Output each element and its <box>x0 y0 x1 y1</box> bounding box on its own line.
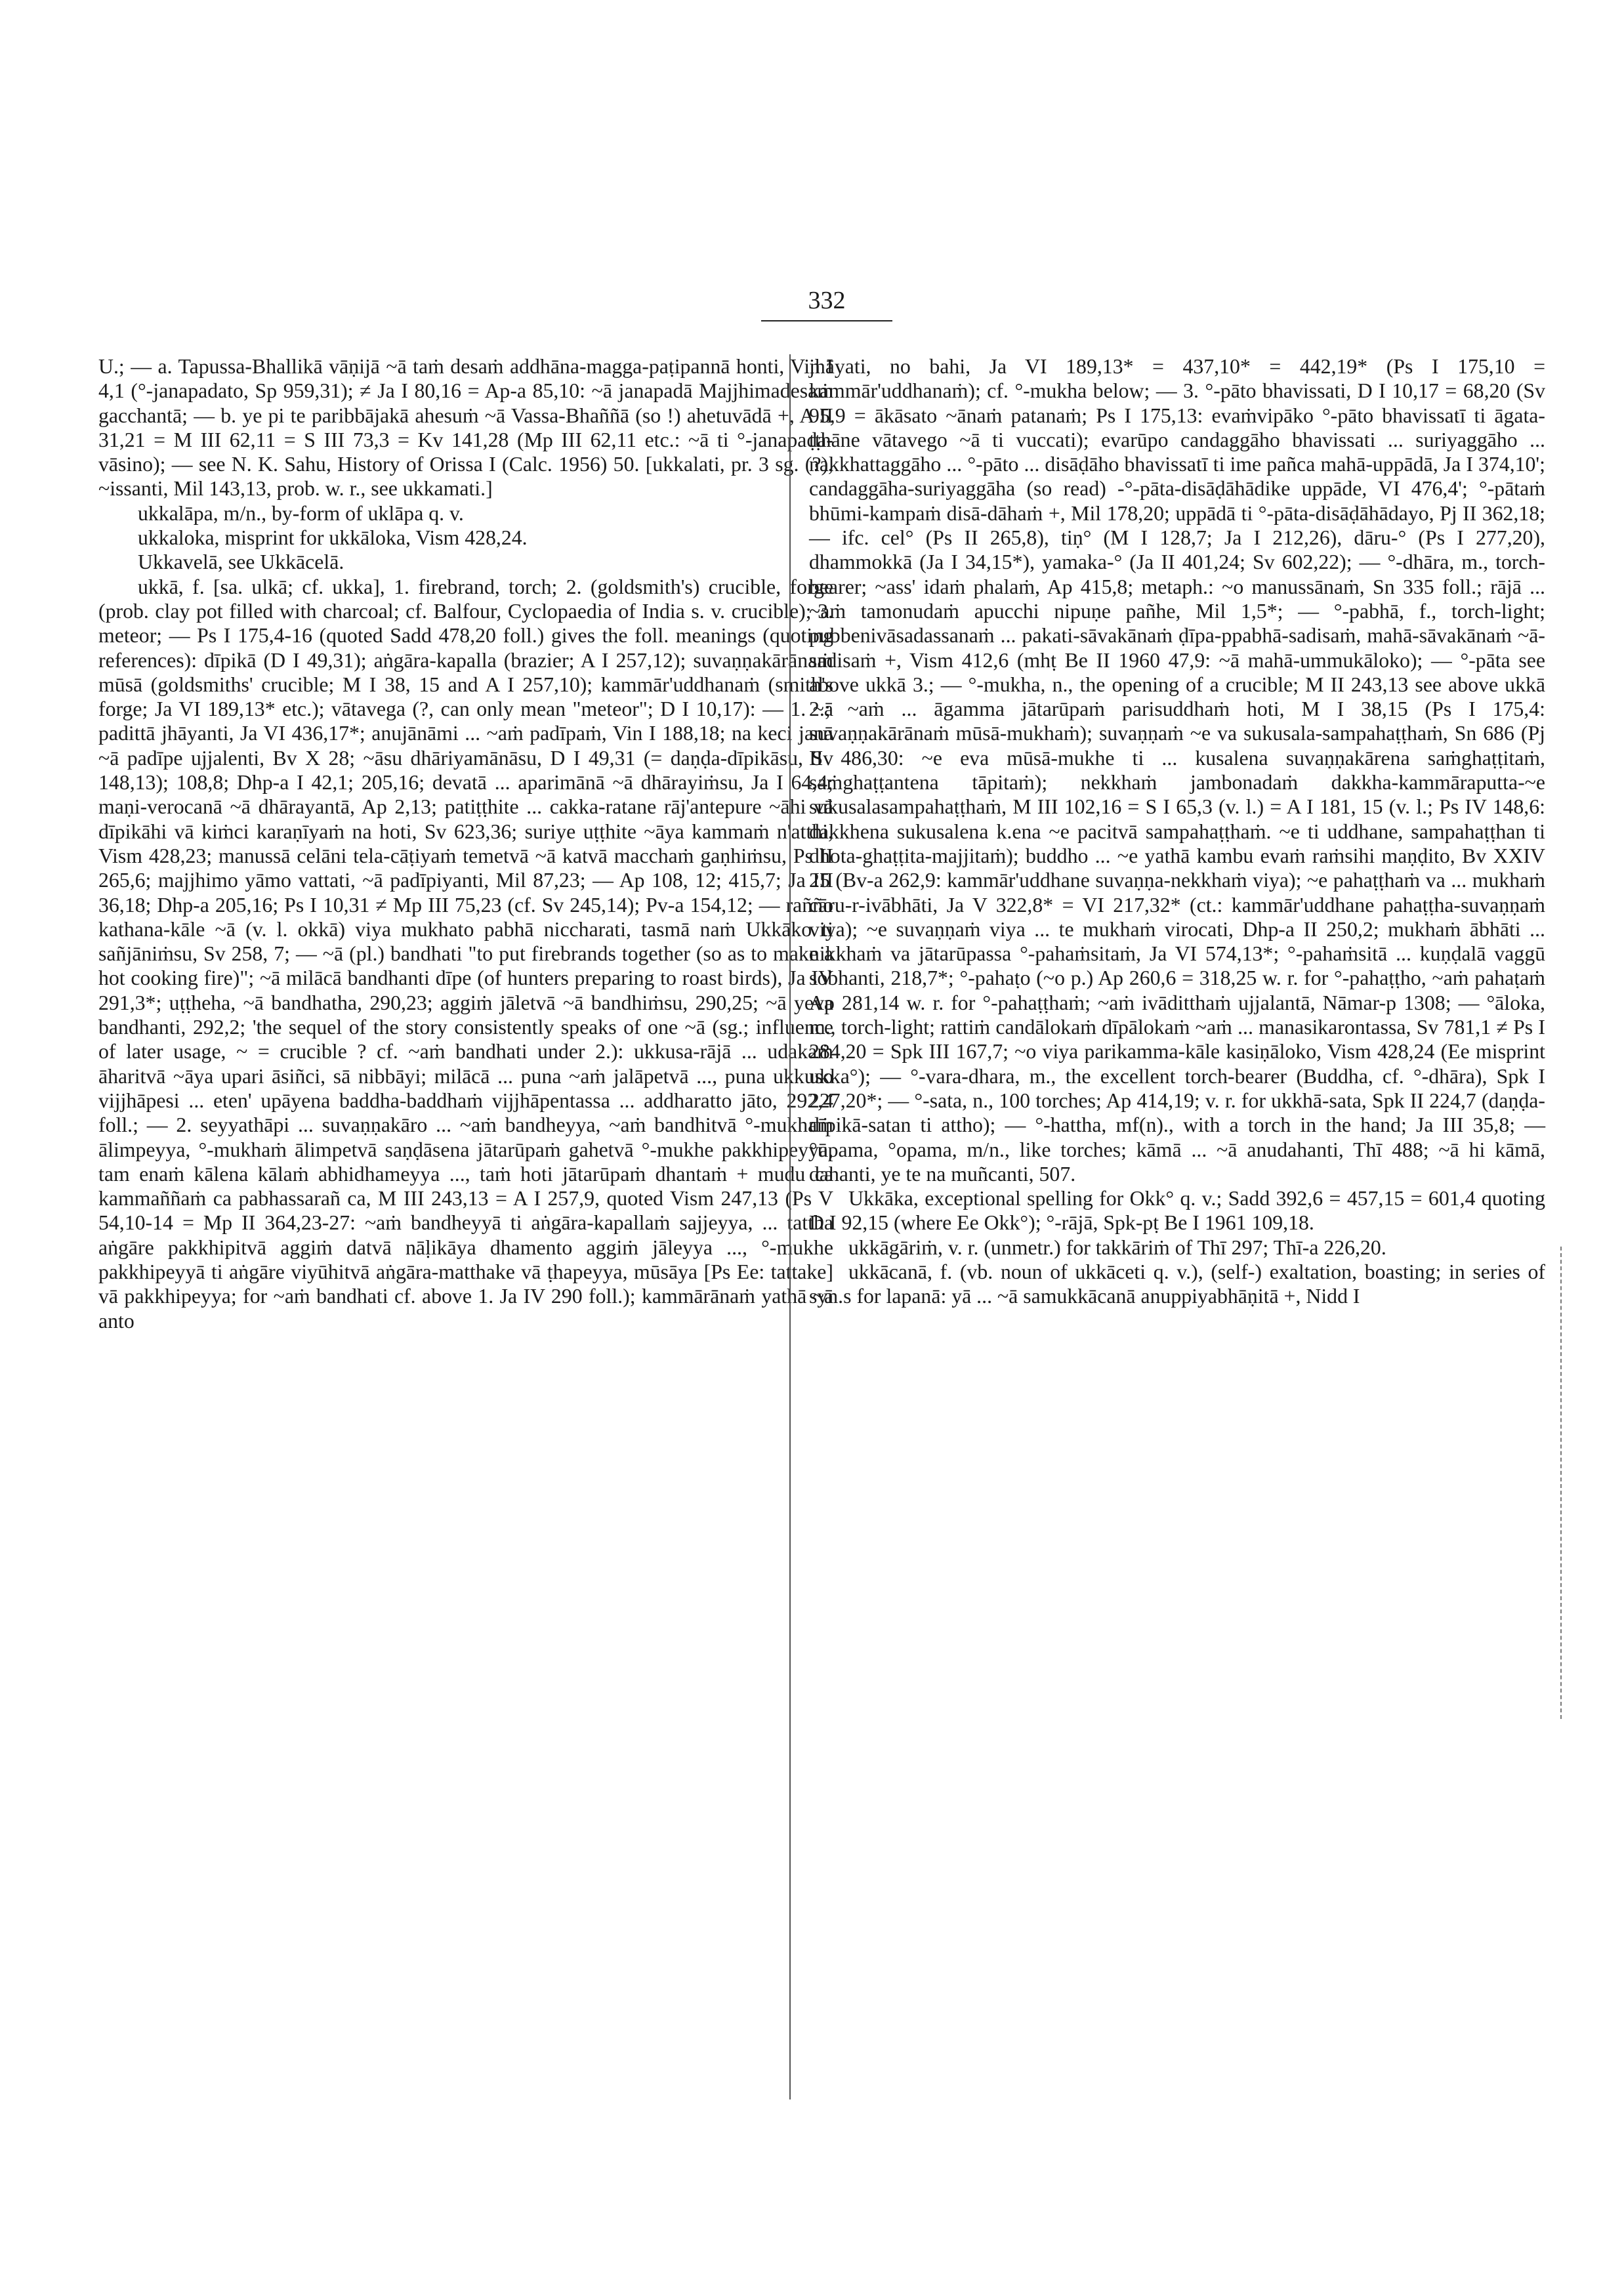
entry-paragraph: ukkācanā, f. (vb. noun of ukkāceti q. v.), (self-) exaltation, boasting; in series of syn.s for lapanā: yā ... ~ā samukkācanā anuppiyabhāṇitā +, Nidd I <box>809 1260 1545 1308</box>
page-number: 332 <box>808 287 846 314</box>
page-number-rule <box>761 320 892 321</box>
entry-paragraph: ukkā, f. [sa. ulkā; cf. ukka], 1. firebrand, torch; 2. (goldsmith's) crucible, forge (prob. clay pot filled with charcoal; cf. Balfour, Cyclopaedia of India s. v. crucible); 3. meteor; — Ps I 175,4-16 (quoted Sadd 478,20 foll.) gives the foll. meanings (quoting references): dīpikā (D I 49,31); aṅgāra-kapalla (brazier; A I 257,12); suvaṇṇakārānaṁ mūsā (goldsmiths' crucible; M I 38, 15 and A I 257,10); kammār'uddhanaṁ (smith's forge; Ja VI 189,13* etc.); vātavega (?, can only mean "meteor"; D I 10,17): — 1. ~ā padittā jhāyanti, Ja VI 436,17*; anujānāmi ... ~aṁ padīpaṁ, Vin I 188,18; na keci janā ~ā padīpe ujjalenti, Bv X 28; ~āsu dhāriyamānāsu, D I 49,31 (= daṇḍa-dīpikāsu, Sv 148,13); 108,8; Dhp-a I 42,1; 205,16; devatā ... aparimānā ~ā dhārayiṁsu, Ja I 64,4; maṇi-verocanā ~ā dhārayantā, Ap 2,13; patiṭṭhite ... cakka-ratane rāj'antepure ~āhi vā dīpikāhi vā kiṁci karaṇīyaṁ na hoti, Sv 623,36; suriye uṭṭhite ~āya kammaṁ n'atthi, Vism 428,23; manussā celāni tela-cāṭiyaṁ temetvā ~ā katvā macchaṁ gaṇhiṁsu, Ps II 265,6; majjhimo yāmo vattati, ~ā padīpiyanti, Mil 87,23; — Ap 108, 12; 415,7; Ja III 36,18; Dhp-a 205,16; Ps I 10,31 ≠ Mp III 75,23 (cf. Sv 245,14); Pv-a 154,12; — rañño kathana-kāle ~ā (v. l. okkā) viya mukhato pabhā niccharati, tasmā naṁ Ukkāko ti sañjāniṁsu, Sv 258, 7; — ~ā (pl.) bandhati "to put firebrands together (so as to make a hot cooking fire)"; ~ā milācā bandhanti dīpe (of hunters preparing to roast birds), Ja IV 291,3*; uṭṭheha, ~ā bandhatha, 290,23; aggiṁ jāletvā ~ā bandhiṁsu, 290,25; ~ā yeva bandhanti, 292,2; 'the sequel of the story consistently speaks of one ~ā (sg.; influence of later usage, ~ = crucible ? cf. ~aṁ bandhati under 2.): ukkusa-rājā ... udakaṁ āharitvā ~āya upari āsiñci, sā nibbāyi; milācā ... puna ~aṁ jalāpetvā ..., puna ukkuso vijjhāpesi ... eten' upāyena baddha-baddhaṁ vijjhāpentassa ... addharatto jāto, 292,4 foll.; — 2. seyyathāpi ... suvaṇṇakāro ... ~aṁ bandheyya, ~aṁ bandhitvā °-mukhaṁ ālimpeyya, °-mukhaṁ ālimpetvā saṇḍāsena jātarūpaṁ gahetvā °-mukhe pakkhipeyya, tam enaṁ kālena kālaṁ abhidhameyya ..., taṁ hoti jātarūpaṁ dhantaṁ + mudu ca kammaññaṁ ca pabhassarañ ca, M III 243,13 = A I 257,9, quoted Vism 247,13 (Ps V 54,10-14 = Mp II 364,23-27: ~aṁ bandheyyā ti aṅgāra-kapallaṁ sajjeyya, ... tattha aṅgāre pakkhipitvā aggiṁ datvā nāḷikāya dhamento aggiṁ jāleyya ..., °-mukhe pakkhipeyyā ti aṅgāre viyūhitvā aṅgāra-matthake vā ṭhapeyya, mūsāya [Ps Ee: tattake] vā pakkhipeyya; for ~aṁ bandhati cf. above 1. Ja IV 290 foll.); kammārānaṁ yathā ~ā anto <box>98 575 833 1333</box>
entry-paragraph: ukkaloka, misprint for ukkāloka, Vism 428,24. <box>138 526 528 550</box>
left-column <box>98 354 833 1333</box>
scan-edge-mark <box>1560 1247 1562 1719</box>
entry-paragraph: Ukkāka, exceptional spelling for Okk° q. v.; Sadd 392,6 = 457,15 = 601,4 quoting D I 92,15 (where Ee Okk°); °-rājā, Spk-pṭ Be I 1961 109,18. <box>809 1187 1545 1235</box>
entry-paragraph: ukkāgāriṁ, v. r. (unmetr.) for takkāriṁ of Thī 297; Thī-a 226,20. <box>848 1235 1386 1259</box>
entry-paragraph: Ukkavelā, see Ukkācelā. <box>138 550 344 574</box>
column-divider <box>789 354 791 2099</box>
right-column <box>809 354 1545 1309</box>
entry-paragraph: jhāyati, no bahi, Ja VI 189,13* = 437,10* = 442,19* (Ps I 175,10 = kammār'uddhanaṁ); cf. °-mukha below; — 3. °-pāto bhavissati, D I 10,17 = 68,20 (Sv 95,9 = ākāsato ~ānaṁ patanaṁ; Ps I 175,13: evaṁvipāko °-pāto bhavissatī ti āgata-ṭṭhāne vātavego ~ā ti vuccati); evarūpo candaggāho bhavissati ... suriyaggāho ... nakkhattaggāho ... °-pāto ... disāḍāho bhavissatī ti ime pañca mahā-uppādā, Ja I 374,10'; candaggāha-suriyaggāha (so read) -°-pāta-disāḍāhādike uppāde, VI 476,4'; °-pātaṁ bhūmi-kampaṁ disā-dāhaṁ +, Mil 178,20; uppādā ti °-pāta-disāḍāhādayo, Pj II 362,18; — ifc. cel° (Ps II 265,8), tiṇ° (M I 128,7; Ja I 212,26), dāru-° (Ps I 277,20), dhammokkā (Ja I 34,15*), yamaka-° (Ja II 401,24; Sv 602,22); — °-dhāra, m., torch-bearer; ~ass' idaṁ phalaṁ, Ap 415,8; metaph.: ~o manussānaṁ, Sn 335 foll.; rājā ... ~aṁ tamonudaṁ apucchi nipuṇe pañhe, Mil 1,5*; — °-pabhā, f., torch-light; pubbenivāsadassanaṁ ... pakati-sāvakānaṁ ḍīpa-ppabhā-sadisaṁ, mahā-sāvakānaṁ ~ā-sadisaṁ +, Vism 412,6 (mhṭ Be II 1960 47,9: ~ā mahā-ummukāloko); — °-pāta see above ukkā 3.; — °-mukha, n., the opening of a crucible; M II 243,13 see above ukkā 2.; ~aṁ ... āgamma jātarūpaṁ parisuddhaṁ hoti, M I 38,15 (Ps I 175,4: suvaṇṇakārānaṁ mūsā-mukhaṁ); suvaṇṇaṁ ~e va sukusala-sampahaṭṭhaṁ, Sn 686 (Pj II 486,30: ~e eva mūsā-mukhe ti ... kusalena suvaṇṇakārena saṁghaṭṭitaṁ, saṁghaṭṭantena tāpitaṁ); nekkhaṁ jambonadaṁ dakkha-kammāraputta-~e sukusalasampahaṭṭhaṁ, M III 102,16 = S I 65,3 (v. l.) = A I 181, 15 (v. l.; Ps IV 148,6: dakkhena sukusalena k.ena ~e pacitvā sampahaṭṭhaṁ. ~e ti uddhane, sampahaṭṭhan ti dhota-ghaṭṭita-majjitaṁ); buddho ... ~e yathā kambu evaṁ raṁsihi maṇḍito, Bv XXIV 25 (Bv-a 262,9: kammār'uddhane suvaṇṇa-nekkhaṁ viya); ~e pahaṭṭhaṁ va ... mukhaṁ cāru-r-ivābhāti, Ja V 322,8* = VI 217,32* (ct.: kammār'uddhane pahaṭṭha-suvaṇṇaṁ viya); ~e suvaṇṇaṁ viya ... te mukhaṁ virocati, Dhp-a II 250,2; mukhaṁ ābhāti ... nikkhaṁ va jātarūpassa °-pahaṁsitaṁ, Ja VI 574,13*; °-pahaṁsitā ... kuṇḍalā vaggū sobhanti, 218,7*; °-pahaṭo (~o p.) Ap 260,6 = 318,25 w. r. for °-pahaṭṭho, ~aṁ pahaṭaṁ Ap 281,14 w. r. for °-pahaṭṭhaṁ; ~aṁ ivāditthaṁ ujjalantā, Nāmar-p 1308; — °āloka, m., torch-light; rattiṁ candālokaṁ dīpālokaṁ ~aṁ ... manasikarontassa, Sv 781,1 ≠ Ps I 284,20 = Spk III 167,7; ~o viya parikamma-kāle kasiṇāloko, Vism 428,24 (Ee misprint ukka°); — °-vara-dhara, m., the excellent torch-bearer (Buddha, cf. °-dhāra), Spk I 227,20*; — °-sata, n., 100 torches; Ap 414,19; v. r. for ukkhā-sata, Spk II 224,7 (daṇḍa-dīpikā-satan ti attho); — °-hattha, mf(n)., with a torch in the hand; Ja III 35,8; — °ūpama, °opama, m/n., like torches; kāmā ... ~ā anudahanti, Thī 488; ~ā hi kāmā, dahanti, ye te na muñcanti, 507. <box>809 355 1545 1186</box>
entry-paragraph: ukkalāpa, m/n., by-form of uklāpa q. v. <box>138 501 464 525</box>
entry-paragraph: U.; — a. Tapussa-Bhallikā vāṇijā ~ā taṁ desaṁ addhāna-magga-paṭipannā honti, Vin I 4,1 (°-janapadato, Sp 959,31); ≠ Ja I 80,16 = Ap-a 85,10: ~ā janapadā Majjhimadesaṁ gacchantā; — b. ye pi te paribbājakā ahesuṁ ~ā Vassa-Bhaññā (so !) ahetuvādā +, A II 31,21 = M III 62,11 = S III 73,3 = Kv 141,28 (Mp III 62,11 etc.: ~ā ti °-janapada-vāsino); — see N. K. Sahu, History of Orissa I (Calc. 1956) 50. [ukkalati, pr. 3 sg. (?), ~issanti, Mil 143,13, prob. w. r., see ukkamati.] <box>98 355 833 501</box>
